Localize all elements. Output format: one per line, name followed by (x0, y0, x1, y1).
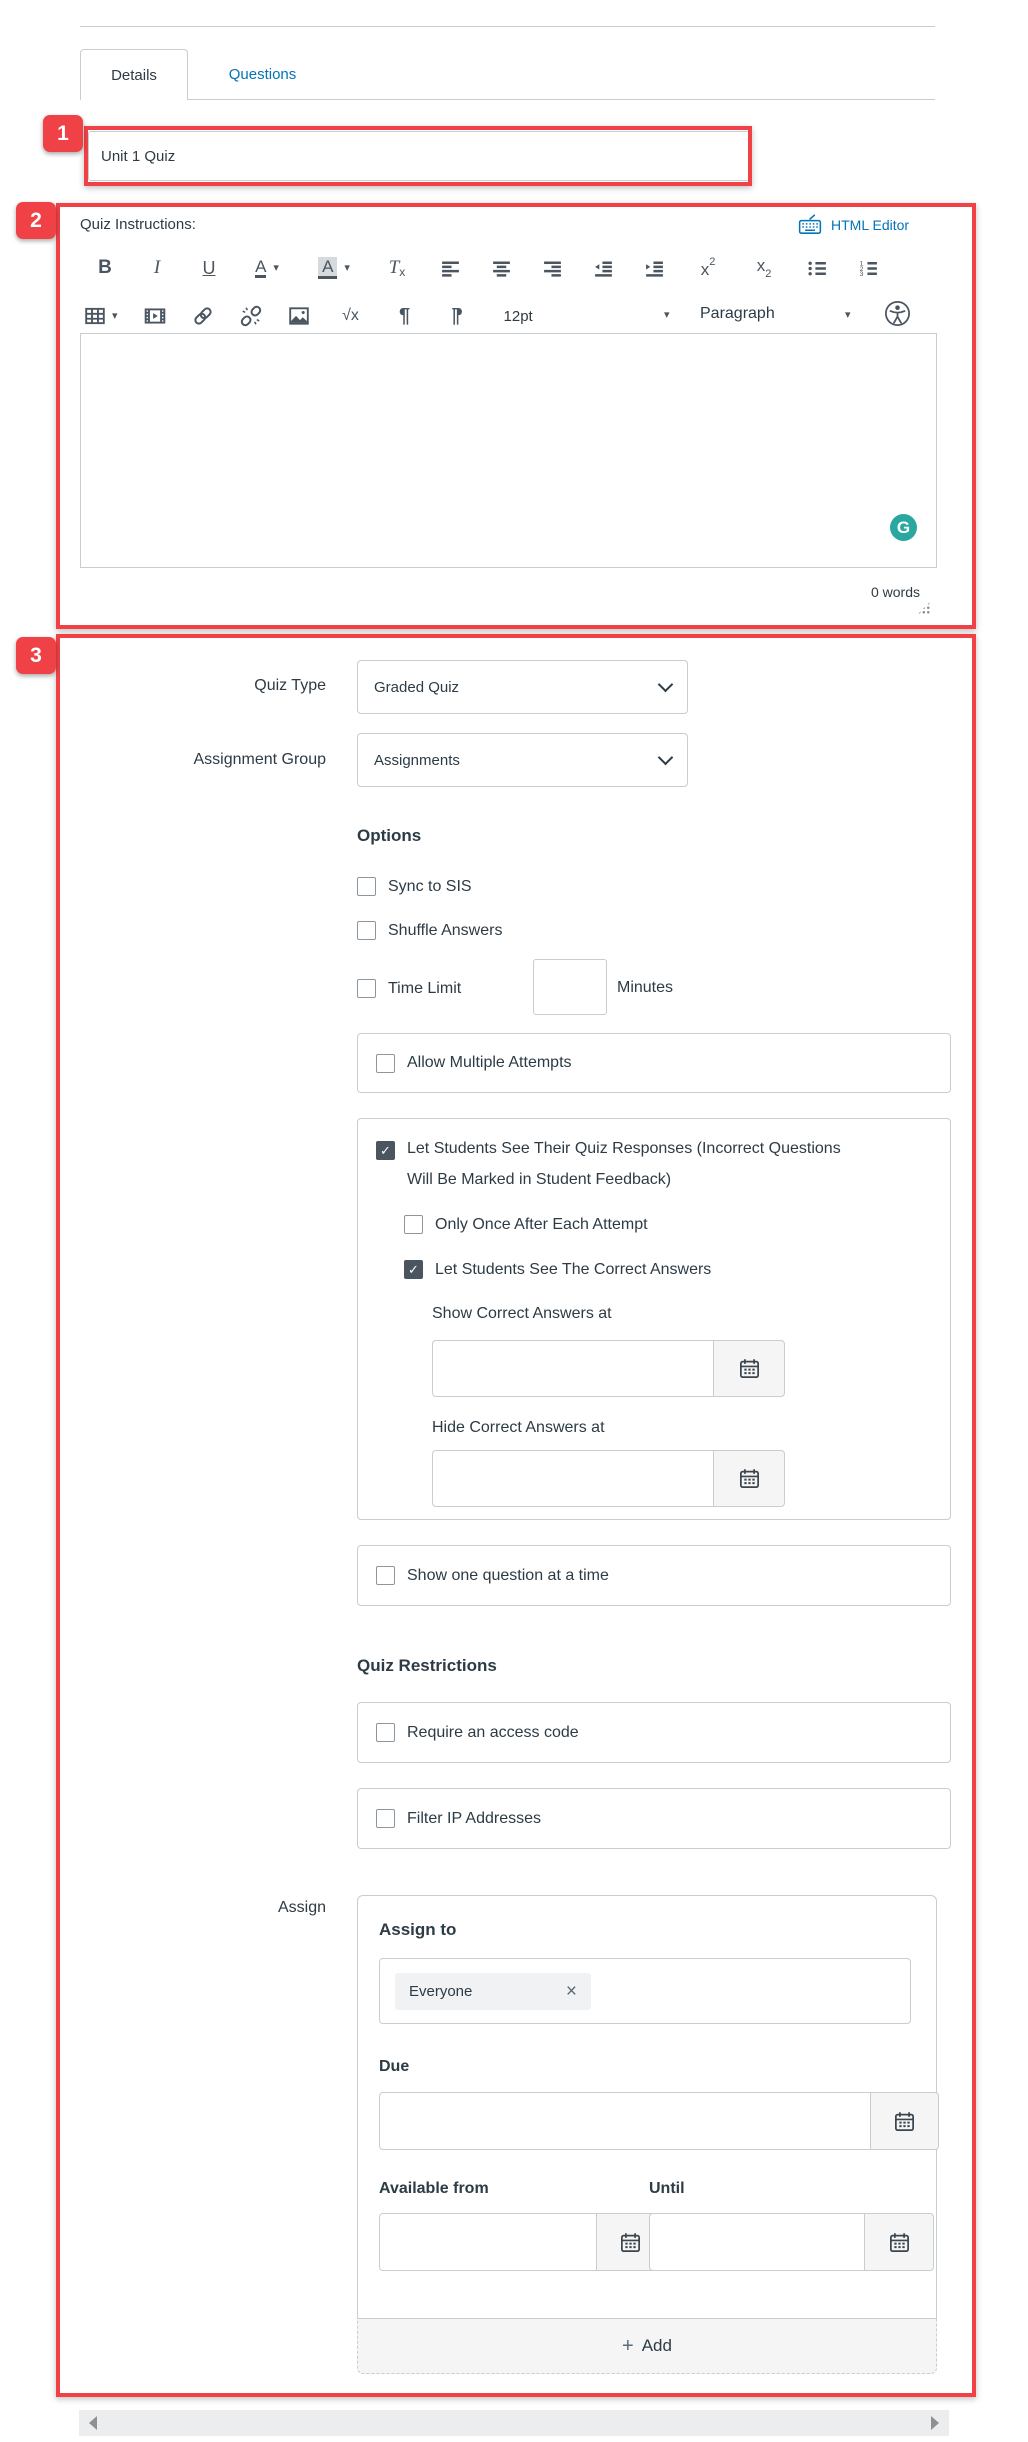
shuffle-answers-row (357, 921, 502, 940)
table-icon[interactable] (84, 305, 118, 327)
font-size-select[interactable]: 12pt (503, 307, 533, 325)
one-question-checkbox[interactable] (376, 1566, 395, 1585)
editor-toolbar-row2 (84, 300, 533, 332)
assignment-group-label: Assignment Group (193, 751, 326, 768)
allow-multiple-attempts-label: Allow Multiple Attempts (407, 1054, 572, 1071)
background-color-caret-icon[interactable]: ▾ (344, 261, 350, 274)
tab-details-label: Details (111, 66, 157, 84)
media-icon[interactable] (144, 305, 166, 327)
align-right-icon[interactable] (542, 258, 563, 279)
see-responses-label: Let Students See Their Quiz Responses (Incorrect Questions Will Be Marked in Student Feedback) (407, 1140, 841, 1188)
time-limit-row (357, 979, 461, 998)
html-editor-link: HTML Editor (831, 217, 910, 233)
editor-toolbar-row1 (94, 252, 879, 284)
ltr-paragraph-icon[interactable]: ¶ (450, 304, 463, 327)
editor-content[interactable] (80, 333, 937, 568)
show-correct-at-label: Show Correct Answers at (432, 1305, 612, 1322)
quiz-type-label: Quiz Type (254, 677, 326, 694)
text-color-caret-icon[interactable]: ▾ (273, 261, 279, 274)
one-question-label: Show one question at a time (407, 1566, 609, 1584)
filter-ip-checkbox[interactable] (376, 1809, 395, 1828)
see-correct-answers-checkbox[interactable]: ✓ (404, 1260, 423, 1279)
assignee-token-label: Everyone (409, 1983, 473, 2000)
outdent-icon[interactable] (593, 258, 614, 279)
align-center-icon[interactable] (491, 258, 512, 279)
add-assignment-button[interactable] (357, 2318, 937, 2374)
quiz-title-input[interactable] (88, 131, 750, 181)
assign-card (357, 1895, 937, 2373)
access-code-row (376, 1723, 579, 1742)
chevron-down-icon (658, 677, 674, 693)
calendar-icon (738, 1467, 761, 1490)
only-once-row (404, 1215, 648, 1234)
scroll-left-arrow-icon[interactable] (89, 2416, 97, 2430)
html-editor-switch[interactable] (798, 214, 909, 236)
calendar-icon (888, 2231, 911, 2254)
calendar-icon (738, 1357, 761, 1380)
filter-ip-box (357, 1788, 951, 1849)
annotation-badge-2: 2 (16, 202, 56, 239)
assignment-group-value: Assignments (374, 751, 460, 769)
quiz-type-select[interactable] (357, 660, 688, 714)
tabbar-divider (80, 99, 935, 100)
available-from-field (379, 2213, 665, 2271)
time-limit-minutes-input[interactable] (533, 959, 607, 1015)
svg-text:2: 2 (859, 265, 864, 273)
quiz-restrictions-heading: Quiz Restrictions (357, 1656, 497, 1675)
paragraph-format-caret-icon[interactable]: ▾ (845, 309, 851, 321)
see-correct-answers-label: Let Students See The Correct Answers (435, 1260, 712, 1278)
annotation-badge-1: 1 (43, 115, 83, 152)
until-calendar-button[interactable] (864, 2213, 934, 2271)
until-input[interactable] (649, 2213, 865, 2271)
assignee-token (395, 1973, 591, 2010)
assign-to-field[interactable] (379, 1958, 911, 2024)
assignment-group-select[interactable] (357, 733, 688, 787)
scroll-right-arrow-icon[interactable] (931, 2416, 939, 2430)
only-once-label: Only Once After Each Attempt (435, 1215, 648, 1233)
grammarly-icon[interactable]: G (890, 514, 917, 541)
rtl-paragraph-icon[interactable]: ¶ (398, 304, 411, 327)
until-field (649, 2213, 934, 2271)
horizontal-scrollbar[interactable] (79, 2410, 949, 2436)
numbered-list-icon[interactable] (858, 258, 879, 279)
access-code-label: Require an access code (407, 1723, 579, 1741)
equation-icon[interactable]: √x (342, 307, 359, 324)
allow-multiple-attempts-row (376, 1054, 572, 1073)
filter-ip-label: Filter IP Addresses (407, 1809, 541, 1827)
show-correct-at-field (432, 1340, 785, 1397)
remove-token-icon[interactable]: × (565, 1980, 577, 2002)
clear-formatting-icon[interactable]: T x (388, 257, 406, 279)
until-label: Until (649, 2180, 685, 2197)
show-correct-at-input[interactable] (432, 1340, 714, 1397)
due-date-calendar-button[interactable] (870, 2092, 939, 2150)
italic-icon[interactable]: I (153, 257, 161, 278)
allow-multiple-attempts-box (357, 1033, 951, 1093)
available-from-label: Available from (379, 2180, 489, 2197)
tab-details[interactable] (80, 49, 188, 100)
due-date-field (379, 2092, 939, 2150)
shuffle-answers-checkbox[interactable] (357, 921, 376, 940)
hide-correct-at-label: Hide Correct Answers at (432, 1419, 605, 1436)
hide-correct-at-input[interactable] (432, 1450, 714, 1507)
minutes-label: Minutes (617, 979, 674, 996)
only-once-checkbox[interactable] (404, 1215, 423, 1234)
see-responses-row (376, 1133, 857, 1195)
table-caret-icon[interactable]: ▾ (112, 309, 118, 322)
quiz-type-value: Graded Quiz (374, 678, 460, 696)
bullet-list-icon[interactable] (807, 258, 828, 279)
tab-questions-label: Questions (228, 65, 297, 83)
unlink-icon[interactable] (240, 305, 262, 327)
word-count: 0 words (870, 584, 920, 600)
image-icon[interactable] (288, 305, 310, 327)
annotation-badge-3: 3 (16, 637, 56, 674)
link-icon[interactable] (192, 305, 214, 327)
sync-to-sis-label: Sync to SIS (388, 877, 472, 895)
svg-text:1: 1 (859, 260, 864, 268)
one-question-box (357, 1545, 951, 1606)
see-responses-checkbox[interactable]: ✓ (376, 1141, 395, 1160)
access-code-box (357, 1702, 951, 1763)
underline-icon[interactable]: U (202, 257, 216, 278)
sync-to-sis-checkbox[interactable] (357, 877, 376, 896)
hide-correct-at-field (432, 1450, 785, 1507)
bold-icon[interactable]: B (98, 257, 112, 278)
due-label: Due (379, 2058, 410, 2075)
top-divider (80, 26, 935, 27)
quiz-instructions-label: Quiz Instructions: (80, 216, 196, 233)
calendar-icon (893, 2110, 916, 2133)
options-heading: Options (357, 826, 422, 845)
quiz-responses-box (357, 1118, 951, 1520)
hide-correct-at-calendar-button[interactable] (713, 1450, 785, 1507)
tab-questions[interactable] (205, 60, 320, 88)
editor-resize-handle[interactable] (917, 601, 931, 615)
plus-icon: + (622, 2334, 634, 2357)
assign-label: Assign (277, 1899, 326, 1916)
keyboard-icon (798, 214, 822, 236)
background-color-icon[interactable]: A ▾ (314, 257, 354, 279)
svg-text:3: 3 (859, 270, 864, 278)
add-button-label: Add (641, 2336, 672, 2355)
assign-to-label: Assign to (379, 1920, 457, 1939)
accessibility-checker-icon[interactable] (884, 300, 911, 327)
time-limit-checkbox[interactable] (357, 979, 376, 998)
paragraph-format-select[interactable]: Paragraph (700, 305, 775, 322)
available-from-input[interactable] (379, 2213, 597, 2271)
indent-icon[interactable] (644, 258, 665, 279)
one-question-row (376, 1566, 609, 1585)
chevron-down-icon (658, 750, 674, 766)
subscript-icon[interactable]: x 2 (756, 256, 772, 280)
calendar-icon (619, 2231, 642, 2254)
sync-to-sis-row (357, 877, 472, 896)
text-color-icon[interactable]: A ▾ (250, 258, 284, 279)
due-date-input[interactable] (379, 2092, 871, 2150)
access-code-checkbox[interactable] (376, 1723, 395, 1742)
see-correct-answers-row (404, 1260, 711, 1279)
align-left-icon[interactable] (440, 258, 461, 279)
time-limit-label: Time Limit (388, 979, 462, 997)
allow-multiple-attempts-checkbox[interactable] (376, 1054, 395, 1073)
font-size-caret-icon[interactable]: ▾ (664, 309, 670, 321)
filter-ip-row (376, 1809, 541, 1828)
superscript-icon[interactable]: x 2 (700, 256, 716, 279)
shuffle-answers-label: Shuffle Answers (388, 921, 503, 939)
show-correct-at-calendar-button[interactable] (713, 1340, 785, 1397)
